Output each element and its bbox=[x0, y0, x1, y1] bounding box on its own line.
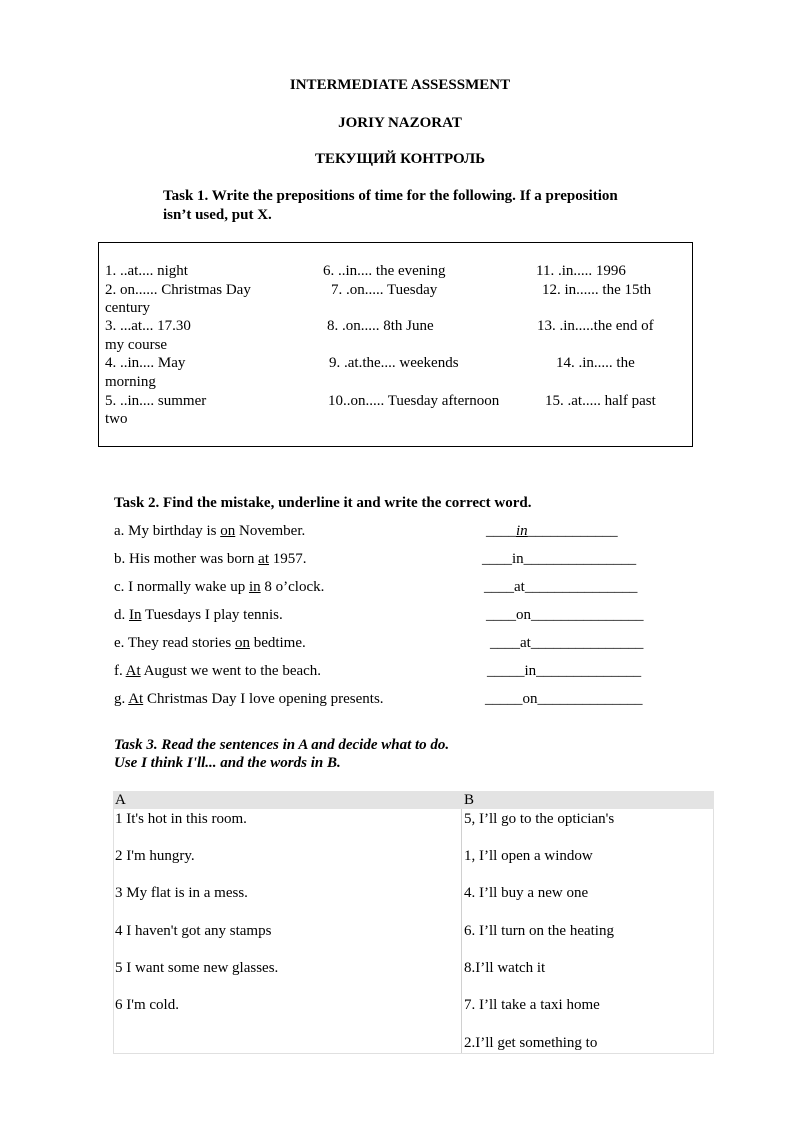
mistake-word: At bbox=[125, 663, 141, 679]
task1-item-wrap: century bbox=[105, 300, 150, 316]
col-b-item: 5, I’ll go to the optician's bbox=[464, 811, 615, 827]
mistake-word: In bbox=[129, 607, 142, 623]
column-b-header: B bbox=[464, 792, 475, 808]
table-header-row bbox=[113, 791, 714, 809]
task2-answer: _____on______________ bbox=[485, 691, 643, 707]
task3-heading-line1: Task 3. Read the sentences in A and decide what to do. bbox=[114, 737, 450, 753]
task2-sentence: a. My birthday is on November. bbox=[114, 523, 306, 539]
task2-sentence: g. At Christmas Day I love opening presents. bbox=[114, 691, 384, 707]
col-a-item: 1 It's hot in this room. bbox=[115, 811, 247, 827]
task1-item: 13. .in.....the end of bbox=[537, 318, 654, 334]
task2-answer: ____at_______________ bbox=[490, 635, 644, 651]
task2-answer: ____on_______________ bbox=[486, 607, 644, 623]
task1-item: 11. .in..... 1996 bbox=[536, 263, 626, 279]
task1-item: 7. .on..... Tuesday bbox=[331, 282, 438, 298]
task1-item-wrap: morning bbox=[105, 374, 156, 390]
col-a-item: 5 I want some new glasses. bbox=[115, 960, 279, 976]
column-a-header: A bbox=[115, 792, 126, 808]
mistake-word: at bbox=[258, 551, 269, 567]
col-b-item: 1, I’ll open a window bbox=[464, 848, 593, 864]
task1-heading-line2: isn’t used, put X. bbox=[163, 207, 272, 223]
task1-item-wrap: two bbox=[105, 411, 128, 427]
task2-heading: Task 2. Find the mistake, underline it and write the correct word. bbox=[114, 495, 532, 511]
task2-sentence: c. I normally wake up in 8 o’clock. bbox=[114, 579, 325, 595]
task1-item: 3. ...at... 17.30 bbox=[105, 318, 191, 334]
task2-sentence: d. In Tuesdays I play tennis. bbox=[114, 607, 283, 623]
col-a-item: 3 My flat is in a mess. bbox=[115, 885, 248, 901]
col-a-item: 4 I haven't got any stamps bbox=[115, 923, 272, 939]
task3-heading-line2: Use I think I'll... and the words in B. bbox=[114, 755, 341, 771]
task1-item: 8. .on..... 8th June bbox=[327, 318, 434, 334]
page-subtitle-uz: JORIY NAZORAT bbox=[338, 115, 462, 131]
task1-item: 9. .at.the.... weekends bbox=[329, 355, 459, 371]
mistake-word: in bbox=[248, 579, 261, 595]
task1-item: 5. ..in.... summer bbox=[105, 393, 207, 409]
col-b-item: 8.I’ll watch it bbox=[464, 960, 546, 976]
col-a-item: 6 I'm cold. bbox=[115, 997, 179, 1013]
task2-answer: ____in_______________ bbox=[482, 551, 637, 567]
mistake-word: At bbox=[128, 691, 144, 707]
page-title: INTERMEDIATE ASSESSMENT bbox=[289, 77, 511, 93]
task1-item: 2. on...... Christmas Day bbox=[105, 282, 251, 298]
page-subtitle-ru: ТЕКУЩИЙ КОНТРОЛЬ bbox=[314, 151, 486, 167]
task1-item: 6. ..in.... the evening bbox=[323, 263, 446, 279]
task2-sentence: e. They read stories on bedtime. bbox=[114, 635, 306, 651]
col-b-item: 2.I’ll get something to bbox=[464, 1035, 598, 1051]
col-b-item: 4. I’ll buy a new one bbox=[464, 885, 589, 901]
task1-item: 4. ..in.... May bbox=[105, 355, 186, 371]
task1-item: 14. .in..... the bbox=[556, 355, 635, 371]
task2-sentence: f. At August we went to the beach. bbox=[114, 663, 322, 679]
task1-item-wrap: my course bbox=[105, 337, 168, 353]
task1-item: 12. in...... the 15th bbox=[542, 282, 652, 298]
col-b-item: 7. I’ll take a taxi home bbox=[464, 997, 600, 1013]
task2-answer: ____at_______________ bbox=[484, 579, 638, 595]
task1-heading-line1: Task 1. Write the prepositions of time for the following. If a preposition bbox=[163, 188, 618, 204]
task2-sentence: b. His mother was born at 1957. bbox=[114, 551, 307, 567]
col-a-item: 2 I'm hungry. bbox=[115, 848, 195, 864]
task1-item: 10..on..... Tuesday afternoon bbox=[328, 393, 500, 409]
task2-answer: _____in______________ bbox=[487, 663, 642, 679]
task1-item: 15. .at..... half past bbox=[545, 393, 656, 409]
mistake-word: on bbox=[220, 523, 236, 539]
task1-item: 1. ..at.... night bbox=[105, 263, 188, 279]
task2-answer: ____in____________ bbox=[486, 523, 618, 539]
task3-table bbox=[113, 791, 714, 1054]
mistake-word: on bbox=[234, 635, 250, 651]
col-b-item: 6. I’ll turn on the heating bbox=[464, 923, 614, 939]
